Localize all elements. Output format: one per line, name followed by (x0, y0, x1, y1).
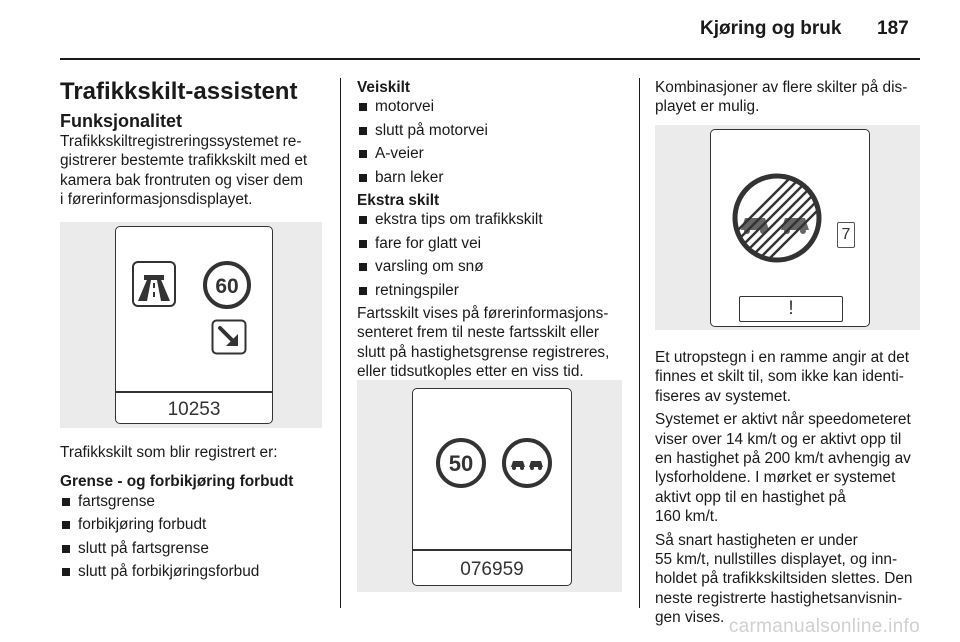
paragraph-line: 160 km/t. (655, 508, 719, 526)
list-item: slutt på motorvei (357, 121, 632, 140)
list-item: ekstra tips om trafikkskilt (357, 210, 632, 229)
list-item: motorvei (357, 97, 632, 116)
paragraph-line: eller tidsutkoples etter en viss tid. (357, 363, 584, 381)
display-panel (412, 388, 572, 586)
paragraph-line: slutt på hastighetsgrense registreres, (357, 343, 610, 361)
paragraph-line: neste registrerte hastighetsanvisnin- (655, 589, 903, 607)
paragraph-line: finnes et skilt til, som ikke kan identi- (655, 368, 904, 386)
column-2 (357, 78, 632, 382)
running-title: Kjøring og bruk (700, 18, 842, 39)
intro-line: kamera bak frontruten og viser dem (60, 171, 303, 189)
intro-line: i førerinformasjonsdisplayet. (60, 191, 253, 209)
column-3-lower (655, 348, 925, 628)
group-title-speed-overtaking: Grense - og forbikjøring forbudt (60, 473, 294, 491)
paragraph-line: gen vises. (655, 609, 725, 627)
paragraph-line: holdet på trafikkskiltsiden slettes. Den (655, 570, 913, 588)
paragraph-line: viser over 14 km/t og er aktivt opp til (655, 430, 902, 448)
paragraph-line: aktivt opp til en hastighet på (655, 488, 846, 506)
paragraph-line: en hastighet på 200 km/t avhengig av (655, 450, 911, 468)
display-panel (115, 226, 273, 424)
list-item: varsling om snø (357, 257, 632, 276)
speed-limit-value: 60 (215, 275, 239, 298)
figure-code: 10253 (167, 399, 221, 420)
intro-line: Trafikkskiltregistreringssystemet re- (60, 133, 302, 150)
intro-line: Kombinasjoner av flere skilter på dis- (655, 79, 908, 96)
end-of-restrictions-sign (731, 172, 823, 264)
figure-code: 076959 (460, 559, 524, 580)
watermark: carmanualsonline.info (728, 616, 920, 637)
header-rule (60, 58, 920, 60)
column-divider-1 (340, 78, 341, 608)
group-title-extra-signs: Ekstra skilt (357, 192, 440, 210)
speed-limit-value: 50 (448, 451, 474, 476)
speed-limit-sign (202, 260, 252, 310)
list-item: retningspiler (357, 281, 632, 300)
column-divider-2 (639, 78, 640, 608)
intro-line: playet er mulig. (655, 98, 760, 116)
no-overtaking-sign (501, 437, 553, 489)
paragraph-line: Fartsskilt vises på førerinformasjons- (357, 305, 609, 323)
section-heading: Trafikkskilt-assistent (60, 78, 298, 105)
intro-line: gistrerer bestemte trafikkskilt med et (60, 152, 308, 170)
paragraph-line: Systemet er aktivt når speedometeret (655, 411, 911, 429)
motorway-sign-icon (132, 261, 176, 307)
subsection-heading: Funksjonalitet (60, 111, 183, 131)
list-item: A-veier (357, 144, 632, 163)
registered-signs-label: Trafikkskilt som blir registrert er: (60, 444, 278, 461)
paragraph-line: senteret frem til neste fartsskilt eller (357, 324, 600, 342)
list-item: fare for glatt vei (357, 234, 632, 253)
list-item: fartsgrense (60, 492, 330, 511)
list-item: forbikjøring forbudt (60, 515, 330, 534)
list-item: barn leker (357, 168, 632, 187)
side-sign-number: 7 (837, 222, 855, 248)
figure-display-combined-signs (357, 380, 622, 592)
panel-divider (413, 549, 571, 551)
speed-limit-sign (435, 437, 487, 489)
paragraph-line: 55 km/t, nullstilles displayet, og inn- (655, 551, 898, 569)
paragraph-line: lysforholdene. I mørket er systemet (655, 469, 896, 487)
arrow-down-right-icon (211, 319, 247, 355)
column-3 (655, 78, 925, 117)
column-1 (60, 78, 330, 210)
unidentified-sign-mark: ! (739, 296, 843, 322)
figure-display-end-of-restrictions (655, 125, 920, 330)
panel-divider (116, 391, 272, 393)
column-1-lower (60, 443, 330, 581)
display-panel (710, 129, 870, 327)
paragraph-line: Et utropstegn i en ramme angir at det (655, 349, 910, 366)
list-item: slutt på forbikjøringsforbud (60, 562, 330, 581)
paragraph-line: Så snart hastigheten er under (655, 531, 858, 549)
paragraph-line: fiseres av systemet. (655, 387, 791, 405)
figure-display-speed-sign (60, 222, 322, 428)
page-number: 187 (877, 18, 909, 39)
list-item: slutt på fartsgrense (60, 539, 330, 558)
group-title-road-signs: Veiskilt (357, 79, 411, 96)
